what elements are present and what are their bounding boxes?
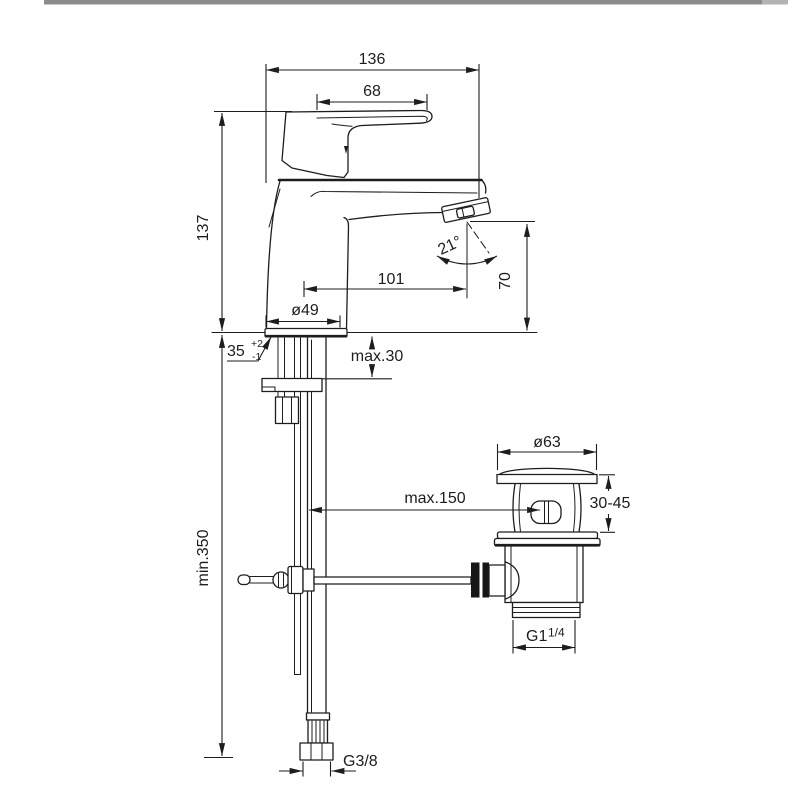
dim-waste-thread-fraction: 1/4 xyxy=(548,625,565,640)
dim-handle-length-label: 68 xyxy=(363,83,381,100)
pop-up-linkage xyxy=(238,562,519,599)
dim-spout-reach-label: 101 xyxy=(377,271,405,288)
pop-up-waste xyxy=(495,468,601,617)
aerator-spray-head xyxy=(441,197,490,222)
dim-outlet-height-label: 70 xyxy=(497,272,514,290)
dim-height-to-deck xyxy=(195,112,292,332)
dim-waste-thread xyxy=(513,620,575,654)
dim-waste-flange-label: ø63 xyxy=(533,434,561,451)
dim-supply-thread-label: G3/8 xyxy=(343,753,378,770)
faucet-base xyxy=(265,329,347,337)
faucet-handle xyxy=(282,111,432,178)
dim-spout-reach xyxy=(304,271,466,297)
dim-angle-label: 21° xyxy=(435,233,465,259)
dim-hole-label: 35 xyxy=(227,343,245,360)
dim-base-diameter-label: ø49 xyxy=(291,302,319,319)
dim-base-diameter xyxy=(266,302,340,328)
hose-end-fitting xyxy=(300,713,333,760)
mounting-washer xyxy=(262,379,322,392)
waste-rod-hole xyxy=(531,501,561,524)
dim-rod-reach-label: max.150 xyxy=(404,490,466,507)
rod-socket-connector xyxy=(489,565,505,596)
dim-overall-width-label: 136 xyxy=(358,51,386,68)
dim-handle-length xyxy=(317,83,427,110)
dim-hose-length xyxy=(195,335,233,758)
mounting-nut xyxy=(276,397,299,424)
supply-hose xyxy=(308,338,327,713)
dim-rod-reach xyxy=(309,490,540,510)
rod-sleeve xyxy=(303,569,314,591)
dim-waste-thread-label: G1 xyxy=(526,628,548,645)
dim-deck-thickness-label: max.30 xyxy=(350,348,404,365)
dim-outlet-angle xyxy=(436,222,497,298)
dim-hose-length-label: min.350 xyxy=(195,529,212,587)
dim-hole-tol-minus: -1 xyxy=(252,351,262,363)
waste-thread-section xyxy=(513,603,581,618)
dim-deck-thickness xyxy=(320,337,403,379)
linkage-rod-tip xyxy=(238,575,250,585)
dim-outlet-height xyxy=(470,222,535,331)
horizontal-rod xyxy=(314,577,471,584)
clamp-screw xyxy=(273,572,289,588)
dim-waste-depth-label: 30-45 xyxy=(589,495,631,512)
dim-hole-tol-plus: +2 xyxy=(251,338,263,350)
dim-waste-flange-diameter xyxy=(498,434,597,470)
dim-height-label: 137 xyxy=(195,214,212,242)
dim-mounting-hole xyxy=(227,337,271,363)
top-border-bar xyxy=(44,0,788,5)
rod-clamp xyxy=(288,567,303,594)
